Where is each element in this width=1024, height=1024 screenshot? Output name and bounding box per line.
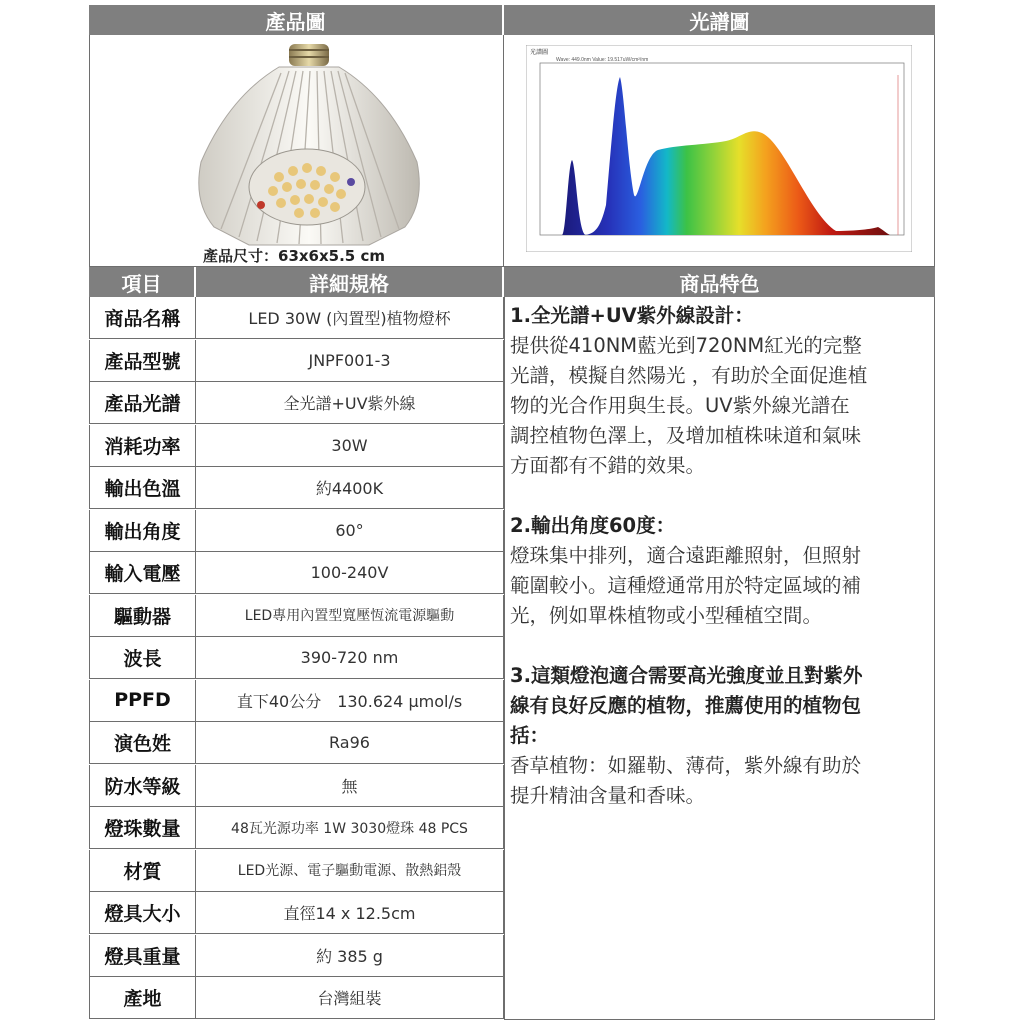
spec-key: 燈珠數量 — [89, 807, 196, 849]
header-spectrum-image-label: 光譜圖 — [689, 9, 750, 34]
feature-1-line: 調控植物色澤上，及增加植株味道和氣味 — [510, 424, 862, 447]
spec-value: LED光源、電子驅動電源、散熱鋁殼 — [196, 850, 504, 892]
features-panel — [504, 297, 935, 1020]
spec-value: 直下40公分 130.624 µmol/s — [196, 680, 504, 722]
spec-row — [89, 467, 504, 509]
spec-value: 30W — [196, 425, 504, 467]
spec-key: 產品型號 — [89, 340, 196, 382]
header-item — [89, 267, 194, 297]
spec-row — [89, 637, 504, 679]
feature-2-line: 光，例如單株植物或小型種植空間。 — [510, 604, 823, 627]
spectrum-title: 光譜圖 — [530, 50, 549, 56]
spec-row — [89, 977, 504, 1019]
spec-value: 全光譜+UV紫外線 — [196, 382, 504, 424]
spec-value: 100-240V — [196, 552, 504, 594]
spec-row — [89, 807, 504, 849]
spec-key: 輸入電壓 — [89, 552, 196, 594]
spec-value: 直徑14 x 12.5cm — [196, 892, 504, 934]
feature-3-line: 提升精油含量和香味。 — [510, 784, 706, 807]
spec-value: 無 — [196, 765, 504, 807]
spec-key: 驅動器 — [89, 595, 196, 637]
header-detail-spec-label: 詳細規格 — [309, 271, 389, 296]
spec-row — [89, 297, 504, 339]
feature-3-title-line: 3.這類燈泡適合需要高光強度並且對紫外 — [510, 664, 863, 687]
spec-row — [89, 425, 504, 467]
spec-key: 商品名稱 — [89, 297, 196, 339]
spec-row — [89, 552, 504, 594]
product-size-label: 產品尺寸：63x6x5.5 cm — [203, 247, 385, 265]
header-detail-spec — [196, 267, 502, 297]
spec-row — [89, 722, 504, 764]
feature-1-line: 方面都有不錯的效果。 — [510, 454, 706, 477]
spec-row — [89, 595, 504, 637]
header-product-image-label: 產品圖 — [265, 9, 326, 34]
feature-3-line: 香草植物：如羅勒、薄荷，紫外線有助於 — [510, 754, 862, 777]
header-spectrum-image — [504, 5, 935, 35]
spec-value: 390-720 nm — [196, 637, 504, 679]
spec-key: 演色姓 — [89, 722, 196, 764]
feature-3-title-line: 括： — [510, 724, 550, 747]
spec-row — [89, 382, 504, 424]
spec-row — [89, 765, 504, 807]
feature-1-title: 1.全光譜+UV紫外線設計： — [510, 304, 754, 327]
spec-value: 48瓦光源功率 1W 3030燈珠 48 PCS — [196, 807, 504, 849]
spec-value: 台灣組裝 — [196, 977, 504, 1019]
spec-key: 燈具大小 — [89, 892, 196, 934]
spec-key: 燈具重量 — [89, 935, 196, 977]
spectrum-readout: Wave: 449.0nm Value: 19.517uW/cm²/nm — [556, 57, 649, 63]
spec-key: 消耗功率 — [89, 425, 196, 467]
header-product-image — [89, 5, 502, 35]
product-sheet — [89, 5, 935, 1020]
spec-key: 產品光譜 — [89, 382, 196, 424]
header-features-label: 商品特色 — [679, 271, 760, 296]
spec-value: LED專用內置型寬壓恆流電源驅動 — [196, 595, 504, 637]
spec-value: LED 30W (內置型)植物燈杯 — [196, 297, 504, 339]
spec-value: JNPF001-3 — [196, 340, 504, 382]
feature-3-title — [510, 661, 928, 751]
feature-2-line: 燈珠集中排列，適合遠距離照射，但照射 — [510, 544, 862, 567]
spec-key: 防水等級 — [89, 765, 196, 807]
spec-row — [89, 680, 504, 722]
spec-row — [89, 935, 504, 977]
feature-3-title-line: 線有良好反應的植物，推薦使用的植物包 — [510, 694, 862, 717]
spec-key: 輸出色溫 — [89, 467, 196, 509]
feature-2-title: 2.輸出角度60度： — [510, 514, 676, 537]
feature-2-line: 範圍較小。這種燈通常用於特定區域的補 — [510, 574, 862, 597]
spec-row — [89, 850, 504, 892]
lamp-image — [89, 37, 504, 262]
header-features — [504, 267, 935, 297]
spec-key: 輸出角度 — [89, 510, 196, 552]
spec-value: 60° — [196, 510, 504, 552]
spec-value: 約 385 g — [196, 935, 504, 977]
feature-1-line: 物的光合作用與生長。UV紫外線光譜在 — [510, 394, 850, 417]
spec-row — [89, 510, 504, 552]
spec-key: 產地 — [89, 977, 196, 1019]
spec-row — [89, 892, 504, 934]
feature-1-line: 光譜，模擬自然陽光 ，有助於全面促進植 — [510, 364, 868, 387]
feature-1-line: 提供從410NM藍光到720NM紅光的完整 — [510, 334, 862, 357]
spectrum-image — [526, 45, 912, 252]
spec-key: 波長 — [89, 637, 196, 679]
spec-key: 材質 — [89, 850, 196, 892]
spec-value: 約4400K — [196, 467, 504, 509]
spec-key: PPFD — [89, 680, 196, 722]
header-item-label: 項目 — [121, 271, 162, 296]
spec-row — [89, 340, 504, 382]
spec-value: Ra96 — [196, 722, 504, 764]
